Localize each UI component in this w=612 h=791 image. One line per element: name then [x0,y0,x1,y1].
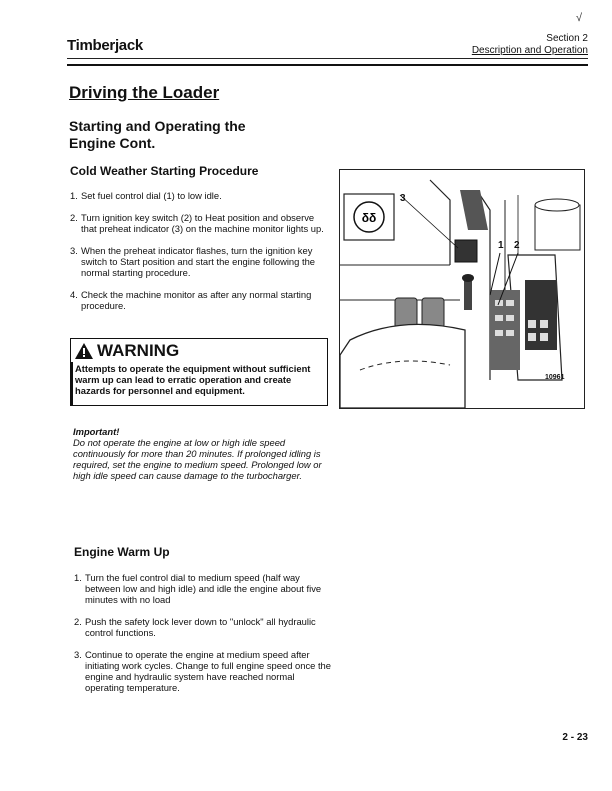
section-title: Description and Operation [471,45,588,56]
warning-box [70,338,328,406]
cab-controls-figure [339,169,585,409]
check-mark: √ [575,12,582,24]
figure-number: 10961 [545,374,565,381]
warm-up-steps [74,572,336,704]
list-item: 3. When the preheat indicator flashes, turn the ignition key switch to Start position and start the engine following the normal starting procedure. [70,245,315,278]
preheat-indicator-icon: δδ [361,211,377,225]
cab-illustration [340,170,584,408]
important-text: Do not operate the engine at low or high idle speed continuously for more than 20 minutes. If prolonged idling is required, set the engine to medium speed. Prolonged low or high idle speed can cause damage to the turbocharger. [73,437,322,481]
list-item: 1. Set fuel control dial (1) to low idle. [70,190,222,201]
important-heading: Important! [73,426,120,437]
section-label: Section 2 [546,33,588,44]
warning-triangle-icon [75,343,93,359]
cold-weather-steps [70,190,332,322]
list-item: 1. Turn the fuel control dial to medium speed (half way between low and high idle) and idle the engine about five minutes with no load [74,572,322,605]
warning-text: Attempts to operate the equipment without sufficient warm up can lead to erratic operation and create hazards for personnel and equipment. [75,363,311,396]
list-item: 2. Push the safety lock lever down to "unlock" all hydraulic control functions. [74,616,316,638]
brand-logo: Timberjack [67,37,143,54]
callout-1: 1 [498,240,504,251]
page-number: 2 - 23 [562,732,588,743]
warning-title: WARNING [75,341,179,361]
warm-up-heading: Engine Warm Up [74,545,170,559]
list-item: 2. Turn ignition key switch (2) to Heat position and observe that preheat indicator (3) on the machine monitor lights up. [70,212,324,234]
list-item: 4. Check the machine monitor as after any normal starting procedure. [70,289,312,311]
header-rule [67,58,588,59]
list-item: 3. Continue to operate the engine at medium speed after initiating work cycles. Change to full engine speed once the engine and hydraulic system have reached normal operating temperature. [74,649,331,693]
page-title: Driving the Loader [69,83,220,102]
page-subtitle: Starting and Operating the Engine Cont. [69,118,246,151]
callout-3: 3 [400,193,406,204]
header-rule-thick [67,64,588,66]
cold-weather-heading: Cold Weather Starting Procedure [70,164,259,178]
important-note [73,426,323,481]
callout-2: 2 [514,240,520,251]
warning-bar [71,362,73,405]
